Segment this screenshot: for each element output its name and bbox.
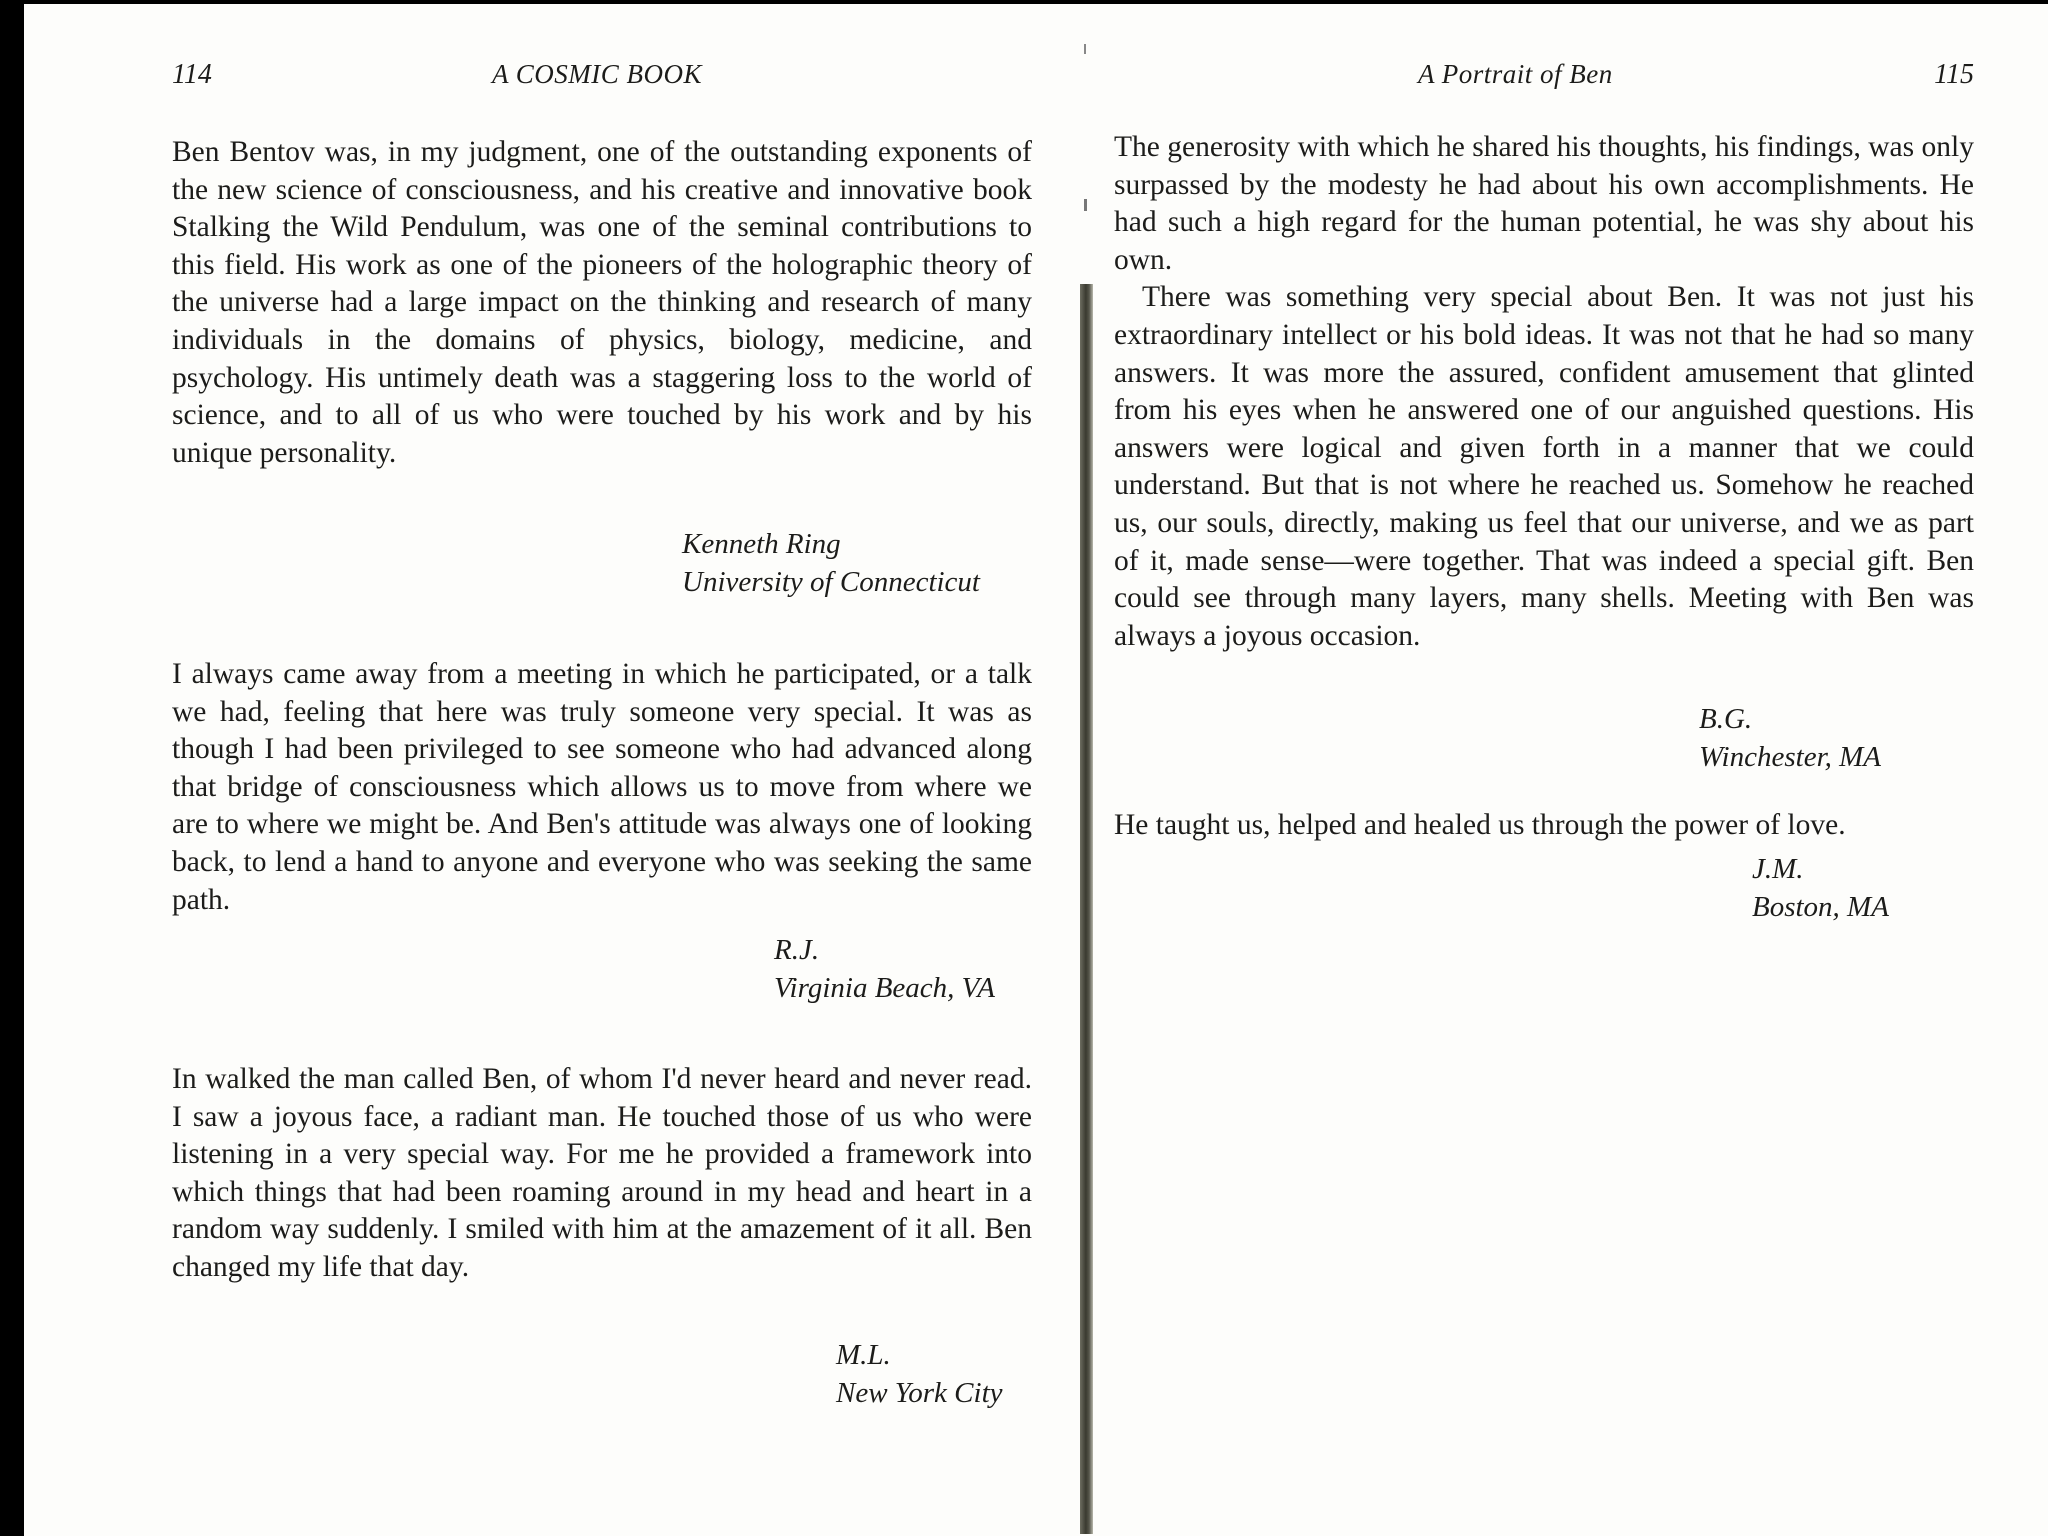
- signature-name: B.G.: [1699, 703, 1753, 735]
- signature-place: New York City: [836, 1377, 1003, 1409]
- signature-place: University of Connecticut: [682, 566, 980, 598]
- running-title: A Portrait of Ben: [1418, 59, 1613, 89]
- left-page: [172, 4, 1032, 1536]
- tribute-signature: [836, 1336, 1032, 1412]
- tribute-signature: [682, 525, 1032, 601]
- signature-name: J.M.: [1752, 853, 1804, 885]
- tribute-text: He taught us, helped and healed us through the power of love.: [1114, 809, 1846, 841]
- right-page: [1114, 4, 1974, 1536]
- book-gutter: [1080, 284, 1093, 1534]
- tribute-paragraph: [1114, 807, 1974, 845]
- page-number: 114: [172, 59, 212, 90]
- book-spread: [24, 4, 2048, 1536]
- tribute-signature: [1752, 850, 1974, 926]
- signature-name: R.J.: [774, 934, 820, 966]
- tribute-text: There was something very special about Ben. It was not just his extraordinary intellect or his bold ideas. It was not that he had so many answers. It was more the assured, confident amusement that glinted from his eyes when he answered one of our anguished questions. His answers were logical and given forth in a manner that we could understand. But that is not where he reached us. Somehow he reached us, our souls, directly, making us feel that our universe, and we as part of it, made sense—were together. That was indeed a special gift. Ben could see through many layers, many shells. Meeting with Ben was always a joyous occasion.: [1114, 281, 1974, 652]
- signature-place: Virginia Beach, VA: [774, 972, 995, 1004]
- running-head: [1114, 59, 1974, 99]
- running-head: [172, 59, 1032, 99]
- tribute-signature: [1699, 700, 1974, 776]
- tribute-paragraph: [1114, 129, 1974, 655]
- tribute-text: The generosity with which he shared his thoughts, his findings, was only surpassed by the modesty he had about his own accomplishments. He had such a high regard for the human potential, he was shy about his own.: [1114, 131, 1974, 276]
- signature-place: Boston, MA: [1752, 891, 1889, 923]
- gutter-fold-mark: [1084, 44, 1086, 54]
- gutter-fold-mark: [1084, 199, 1087, 211]
- page-number: 115: [1934, 59, 1974, 90]
- signature-place: Winchester, MA: [1699, 741, 1882, 773]
- tribute-signature: [774, 931, 1032, 1007]
- tribute-text: Ben Bentov was, in my judgment, one of the outstanding exponents of the new science of consciousness, and his creative and innovative book Stalking the Wild Pendulum, was one of the seminal contributions to this field. His work as one of the pioneers of the holographic theory of the universe had a large impact on the thinking and research of many individuals in the domains of physics, biology, medicine, and psychology. His untimely death was a staggering loss to the world of science, and to all of us who were touched by his work and by his unique personality.: [172, 136, 1032, 469]
- tribute-paragraph: [172, 656, 1032, 919]
- tribute-text: I always came away from a meeting in which he participated, or a talk we had, feeling that here was truly someone very special. It was as though I had been privileged to see someone who had advanced along that bridge of consciousness which allows us to move from where we are to where we might be. And Ben's attitude was always one of looking back, to lend a hand to anyone and everyone who was seeking the same path.: [172, 658, 1032, 916]
- tribute-paragraph: [172, 134, 1032, 472]
- tribute-paragraph: [172, 1061, 1032, 1287]
- tribute-text: In walked the man called Ben, of whom I'd never heard and never read. I saw a joyous face, a radiant man. He touched those of us who were listening in a very special way. For me he provided a framework into which things that had been roaming around in my head and heart in a random way suddenly. I smiled with him at the amazement of it all. Ben changed my life that day.: [172, 1063, 1032, 1283]
- running-title: A COSMIC BOOK: [492, 59, 703, 89]
- signature-name: Kenneth Ring: [682, 528, 841, 560]
- signature-name: M.L.: [836, 1339, 891, 1371]
